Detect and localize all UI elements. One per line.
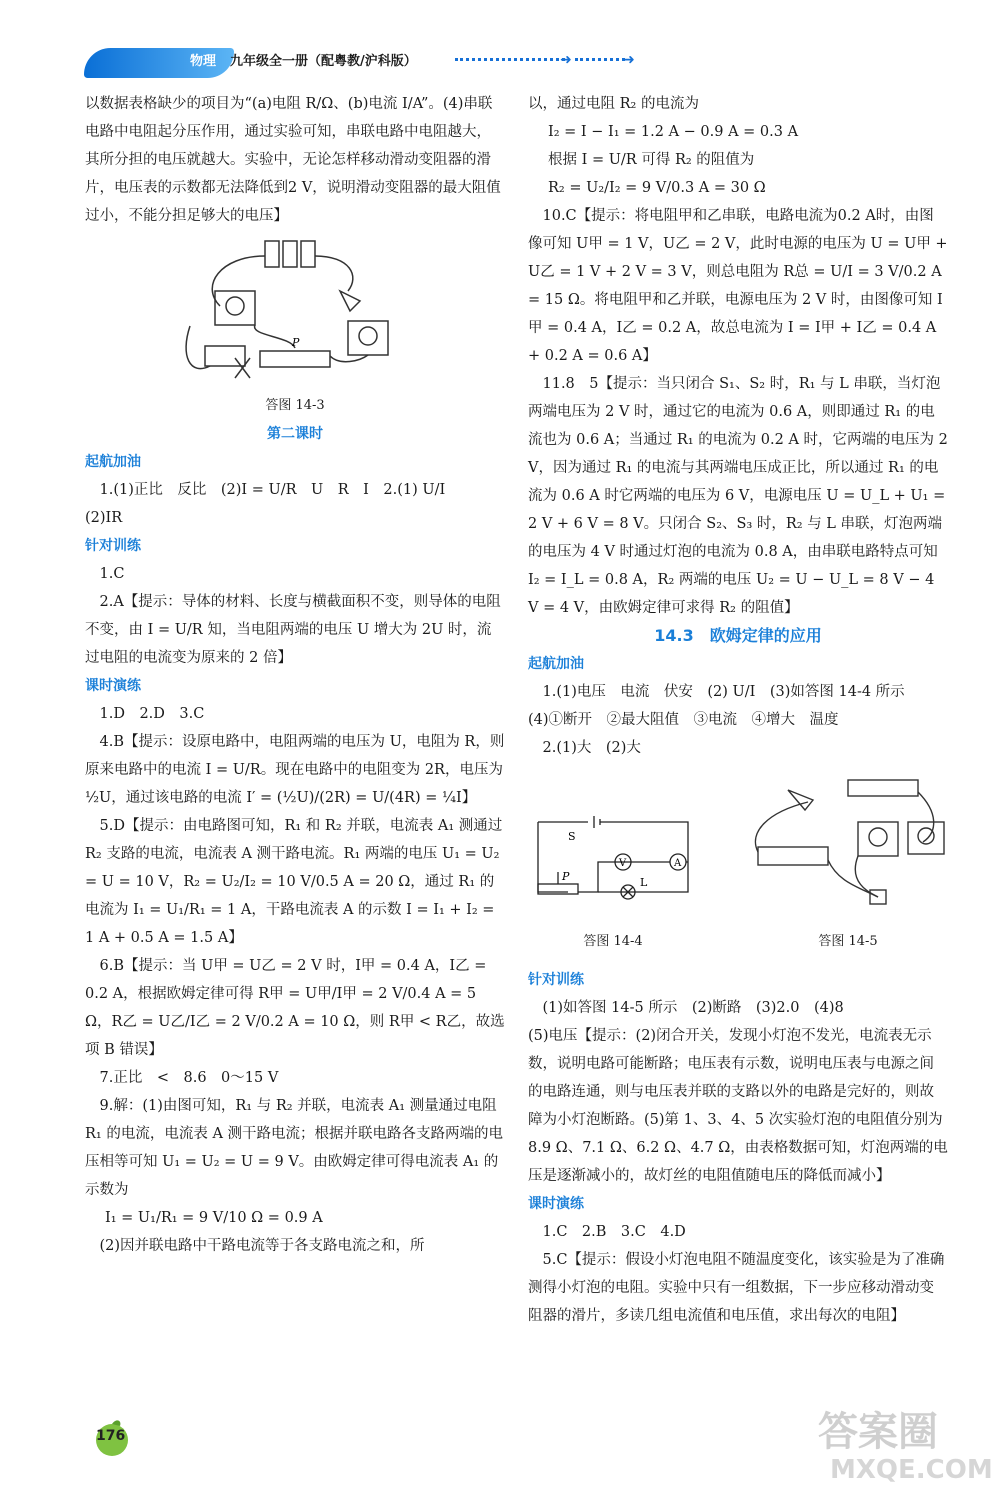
section-heading: 课时演练 (85, 678, 141, 694)
voltmeter-label: V (619, 858, 627, 869)
right-column (528, 90, 948, 1330)
answer-item: (1)如答图 14-5 所示 (2)断路 (3)2.0 (4)8 (542, 1000, 844, 1016)
arrow-right-icon: ➜ (560, 52, 572, 68)
answer-item: 4.B【提示：设原电路中，电阻两端的电压为 U，电阻为 R，则原来电路中的电流 I = U/R。现在电路中的电阻变为 2R，电压为 ½U，通过该电路的电流 I′ = (½U)/(2R) = U/(4R) = ¼I】 (85, 734, 505, 806)
section-heading: 针对训练 (85, 538, 141, 554)
figure-14-4 (528, 812, 698, 966)
header-dotted-line (455, 58, 565, 61)
slider-label: P (562, 870, 570, 883)
answer-item: 2.(1)大 (2)大 (542, 740, 641, 756)
answer-item: (5)电压【提示：(2)闭合开关，发现小灯泡不发光，电流表无示数，说明电路可能断路；电压表有示数，说明电压表与电源之间的电路连通，则与电压表并联的支路以外的电路是完好的，则故障为小灯泡断路。(5)第 1、3、4、5 次实验灯泡的电阻值分别为 8.9 Ω、7.1 Ω、6.2 Ω、4.7 Ω，由表格数据可知，灯泡两端的电压是逐渐减小的，故灯丝的电阻值随电压的降低而减小】 (528, 1028, 948, 1184)
figure-caption: 答图 14-3 (265, 398, 325, 413)
answer-item: 1.(1)电压 电流 伏安 (2) U/I (3)如答图 14-4 所示 (4)①断开 ②最大阻值 ③电流 ④增大 温度 (528, 684, 920, 728)
answer-item: 5.C【提示：假设小灯泡电阻不随温度变化，该实验是为了准确测得小灯泡的电阻。实验中只有一组数据，下一步应移动滑动变阻器的滑片，多读几组电流值和电压值，求出每次的电阻】 (528, 1252, 945, 1324)
page-header (0, 38, 1000, 88)
equation: R₂ = U₂/I₂ = 9 V/0.3 A = 30 Ω (548, 180, 766, 196)
figure-caption: 答图 14-4 (583, 934, 643, 949)
ammeter-label: A (674, 858, 682, 869)
figure-caption: 答图 14-5 (818, 934, 878, 949)
answer-paragraph: 以数据表格缺少的项目为“(a)电阻 R/Ω、(b)电流 I/A”。(4)串联电路中电阻起分压作用，通过实验可知，串联电路中电阻越大，其所分担的电压就越大。实验中，无论怎样移动滑动变阻器的滑片，电压表的示数都无法降低到2 V，说明滑动变阻器的最大阻值过小，不能分担足够大的电压】 (85, 96, 501, 224)
header-dotted-line (575, 58, 625, 61)
circuit-figure-14-3 (180, 236, 410, 386)
answer-item: 根据 I = U/R 可得 R₂ 的阻值为 (548, 152, 755, 168)
equation: I₂ = I − I₁ = 1.2 A − 0.9 A = 0.3 A (548, 124, 799, 140)
answer-item: 7.正比 < 8.6 0～15 V (99, 1070, 279, 1086)
section-heading: 起航加油 (528, 656, 584, 672)
switch-label: S (568, 830, 576, 843)
page-number: 176 (96, 1428, 126, 1444)
answer-item: 9.解：(1)由图可知，R₁ 与 R₂ 并联，电流表 A₁ 测量通过电阻 R₁ 的电流，电流表 A 测干路电流；根据并联电路各支路两端的电压相等可知 U₁ = U₂ = U = 9 V。由欧姆定律可得电流表 A₁ 的示数为 (85, 1098, 504, 1198)
arrow-right-icon: ➜ (623, 52, 635, 68)
figure-row (528, 772, 948, 966)
figure-14-5 (748, 772, 948, 966)
header-subject: 物理 (190, 54, 217, 69)
answer-item: 6.B【提示：当 U甲 = U乙 = 2 V 时，I甲 = 0.4 A，I乙 = 0.2 A，根据欧姆定律可得 R甲 = U甲/I甲 = 2 V/0.4 A = 5 Ω，R乙 = U乙/I乙 = 2 V/0.2 A = 10 Ω，则 R甲 < R乙，故选项 B 错误】 (85, 958, 505, 1058)
section-heading: 针对训练 (528, 972, 584, 988)
answer-item: 11.8 5【提示：当只闭合 S₁、S₂ 时，R₁ 与 L 串联，当灯泡两端电压为 2 V 时，通过它的电流为 0.6 A，则即通过 R₁ 的电流也为 0.6 A；当通过 R₁ 的电流为 0.2 A 时，它两端的电压为 2 V，因为通过 R₁ 的电流与其两端电压成正比，所以通过 R₁ 的电流为 0.6 A 时它两端的电压为 6 V，电源电压 U = U_L + U₁ = 2 V + 6 V = 8 V。只闭合 S₂、S₃ 时，R₂ 与 L 串联，灯泡两端的电压为 4 V 时通过灯泡的电流为 0.8 A，由串联电路特点可知 I₂ = I_L = 0.8 A，R₂ 两端的电压 U₂ = U − U_L = 8 V − 4 V = 4 V，由欧姆定律可求得 R₂ 的阻值】 (528, 376, 948, 616)
answer-item: (2)因并联电路中干路电流等于各支路电流之和，所 (99, 1238, 425, 1254)
header-title: 九年级全一册（配粤教/沪科版） (230, 54, 417, 69)
section-heading: 起航加油 (85, 454, 141, 470)
answer-item: 以，通过电阻 R₂ 的电流为 (528, 96, 699, 112)
answer-item: 1.(1)正比 反比 (2)I = U/R U R I 2.(1) U/I (99, 482, 446, 498)
answer-item: (2)IR (85, 510, 123, 526)
lamp-label: L (640, 876, 648, 889)
left-column (85, 90, 505, 1260)
lesson-heading: 第二课时 (267, 426, 323, 442)
answer-item: 10.C【提示：将电阻甲和乙串联，电路电流为0.2 A时，由图像可知 U甲 = 1 V，U乙 = 2 V，此时电源的电压为 U = U甲 + U乙 = 1 V + 2 V = 3 V，则总电阻为 R总 = U/I = 3 V/0.2 A = 15 Ω。将电阻甲和乙并联，电源电压为 2 V 时，由图像可知 I甲 = 0.4 A，I乙 = 0.2 A，故总电流为 I = I甲 + I乙 = 0.4 A + 0.2 A = 0.6 A】 (528, 208, 948, 364)
circuit-figure-14-5 (748, 772, 948, 912)
chapter-heading: 14.3 欧姆定律的应用 (654, 626, 822, 645)
answer-item: 2.A【提示：导体的材料、长度与横截面积不变，则导体的电阻不变，由 I = U/R 知，当电阻两端的电压 U 增大为 2U 时，流过电阻的电流变为原来的 2 倍】 (85, 594, 501, 666)
answer-item: 5.D【提示：由电路图可知，R₁ 和 R₂ 并联，电流表 A₁ 测通过 R₂ 支路的电流，电流表 A 测干路电流。R₁ 两端的电压 U₁ = U₂ = U = 10 V，R₂ = U₂/I₂ = 10 V/0.5 A = 20 Ω，通过 R₁ 的电流为 I₁ = U₁/R₁ = 1 A，干路电流表 A 的示数 I = I₁ + I₂ = 1 A + 0.5 A = 1.5 A】 (85, 818, 503, 946)
watermark-logo: 答案圈 (818, 1409, 938, 1455)
section-heading: 课时演练 (528, 1196, 584, 1212)
answer-item: 1.C 2.B 3.C 4.D (542, 1224, 686, 1240)
slider-label: P (292, 336, 300, 349)
watermark-url: MXQE.COM (830, 1455, 993, 1485)
equation: I₁ = U₁/R₁ = 9 V/10 Ω = 0.9 A (105, 1210, 323, 1226)
circuit-diagram-14-4 (528, 812, 698, 912)
answer-item: 1.C (99, 566, 125, 582)
answer-item: 1.D 2.D 3.C (99, 706, 205, 722)
